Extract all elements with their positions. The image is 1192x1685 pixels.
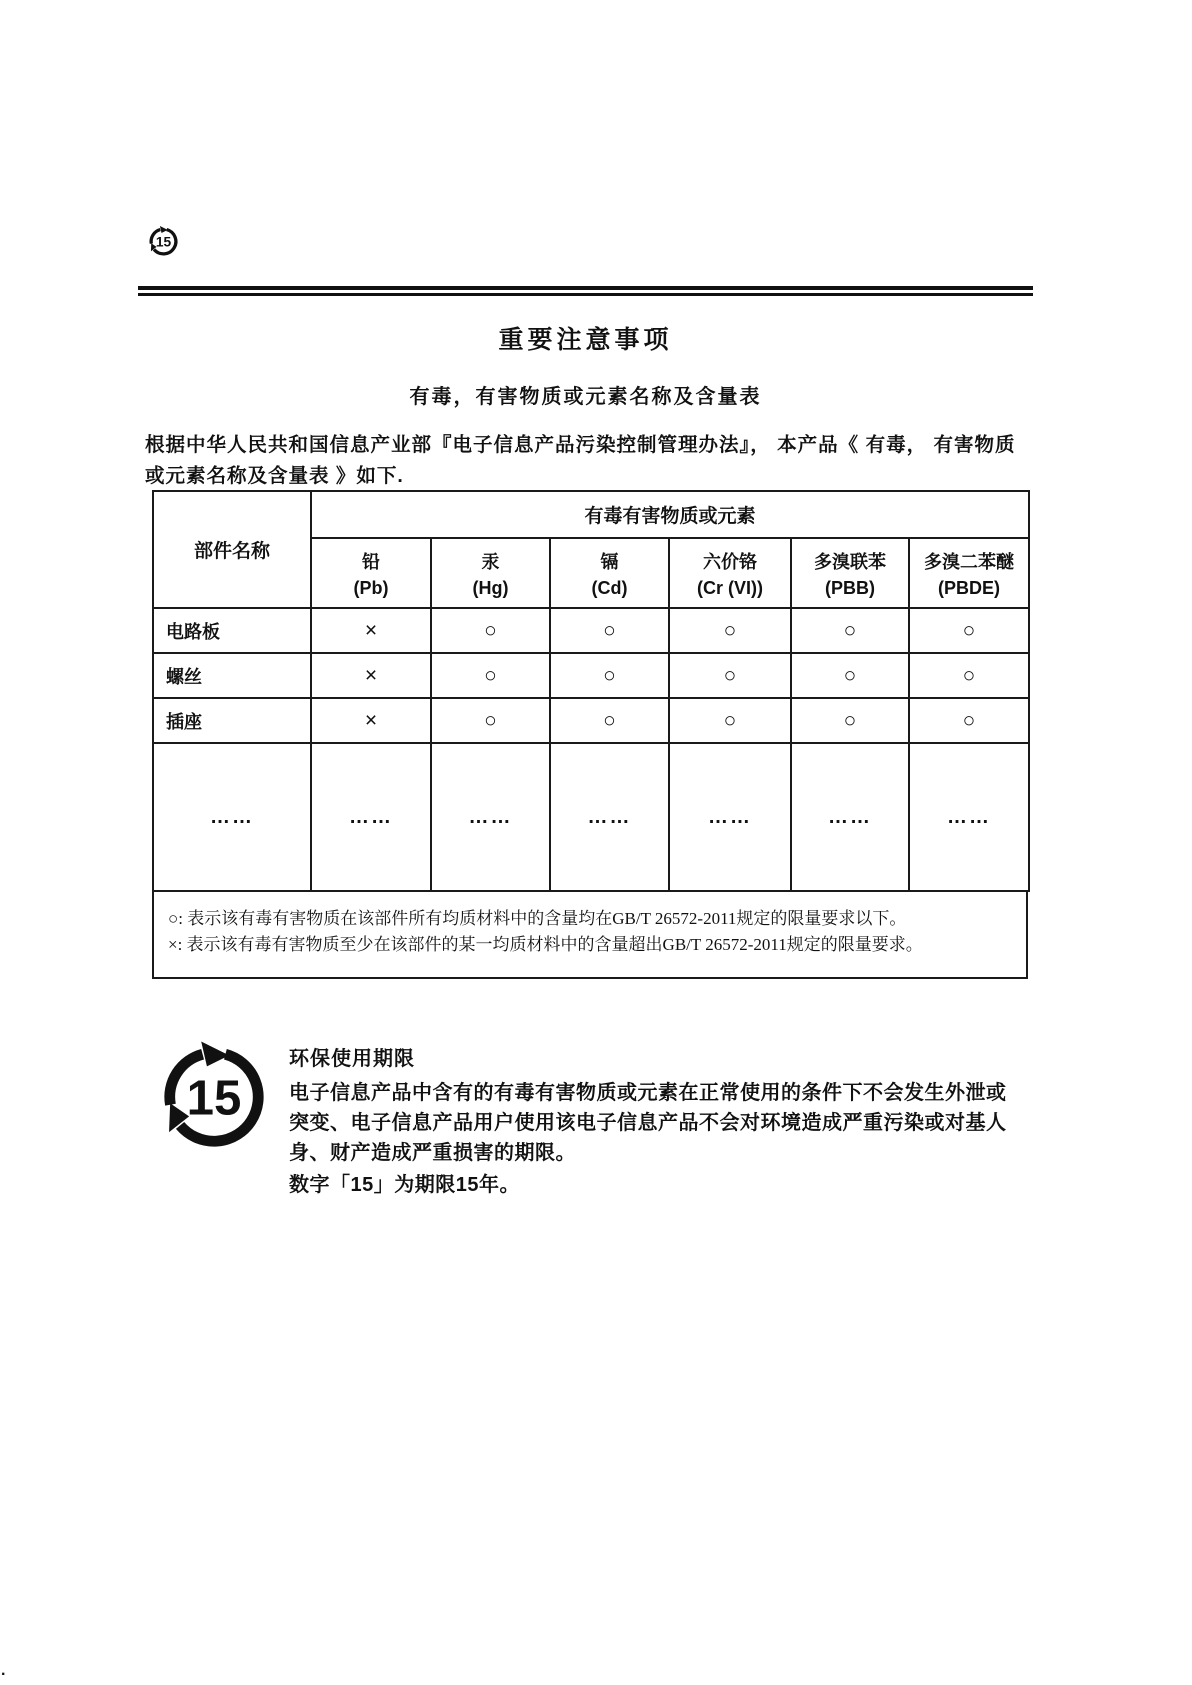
value-cell: ○ [431,698,550,743]
epup-text-block [289,1038,1015,1200]
value-cell: …… [550,743,669,891]
table-row-circuit-board [153,608,1029,653]
intro-paragraph: 根据中华人民共和国信息产业部『电子信息产品污染控制管理办法』， 本产品《 有毒， 有害物质或元素名称及含量表 》如下. [145,434,1016,488]
value-cell: ○ [909,698,1029,743]
table-row-screws [153,653,1029,698]
part-name-header: 部件名称 [153,491,311,608]
value-cell: ○ [669,608,791,653]
table-row-socket [153,698,1029,743]
column-name: 六价铬 [703,551,757,572]
column-symbol: (Pb) [353,577,389,598]
value-cell: ○ [791,608,909,653]
value-cell: …… [311,743,431,891]
epup-note: 数字「15」为期限15年。 [289,1174,520,1196]
value-cell: ○ [791,653,909,698]
value-cell: …… [791,743,909,891]
column-symbol: (Cd) [591,577,628,598]
column-header-cr6 [669,538,791,608]
column-name: 汞 [481,551,500,572]
epup-15-small-number: 15 [155,234,172,250]
legend-line-cross: ×: 表示该有毒有害物质至少在该部件的某一均质材料中的含量超出GB/T 26572-2011规定的限量要求。 [168,935,923,955]
part-name-cell: 螺丝 [153,653,311,698]
value-cell: ○ [669,698,791,743]
column-symbol: (PBDE) [938,577,1001,598]
epup-15-logo-icon [155,1038,273,1156]
value-cell: ○ [909,653,1029,698]
column-header-hg [431,538,550,608]
part-name-cell: 插座 [153,698,311,743]
table-header-group-row [153,491,1029,538]
column-symbol: (PBB) [825,577,875,598]
column-symbol: (Cr (VI)) [697,577,763,598]
value-cell: …… [431,743,550,891]
epup-heading: 环保使用期限 [289,1048,415,1070]
value-cell: ○ [909,608,1029,653]
value-cell: × [311,653,431,698]
value-cell: …… [669,743,791,891]
value-cell: ○ [550,653,669,698]
column-name: 铅 [362,551,380,572]
value-cell: ○ [791,698,909,743]
table-row-ellipsis [153,743,1029,891]
double-rule-divider [138,286,1033,296]
value-cell: ○ [431,653,550,698]
table-legend-box [152,890,1028,979]
value-cell: × [311,698,431,743]
value-cell: ○ [431,608,550,653]
legend-line-circle: ○: 表示该有毒有害物质在该部件所有均质材料中的含量均在GB/T 26572-2011规定的限量要求以下。 [168,909,907,928]
column-header-pbb [791,538,909,608]
value-cell: ○ [550,698,669,743]
column-header-pbde [909,538,1029,608]
column-symbol: (Hg) [472,577,509,598]
page-corner-artifact: . [1,1662,6,1679]
column-header-pb [311,538,431,608]
page-subtitle: 有毒，有害物质或元素名称及含量表 [409,386,762,408]
epup-section [155,1038,1035,1200]
hazardous-substances-table [152,490,1030,892]
part-name-cell: 电路板 [153,608,311,653]
value-cell: …… [909,743,1029,891]
column-name: 镉 [600,551,619,572]
epup-15-small-icon [147,225,180,258]
column-header-cd [550,538,669,608]
value-cell: ○ [550,608,669,653]
column-name: 多溴联苯 [814,551,886,572]
value-cell: ○ [669,653,791,698]
page-title: 重要注意事项 [498,326,673,354]
column-name: 多溴二苯醚 [924,551,1015,572]
epup-15-logo-number: 15 [186,1070,242,1126]
part-name-cell: …… [153,743,311,891]
value-cell: × [311,608,431,653]
epup-body: 电子信息产品中含有的有毒有害物质或元素在正常使用的条件下不会发生外泄或突变、电子信息产品用户使用该电子信息产品不会对环境造成严重污染或对基人身、财产造成严重损害的期限。 [289,1082,1007,1164]
substances-group-header: 有毒有害物质或元素 [311,491,1029,538]
